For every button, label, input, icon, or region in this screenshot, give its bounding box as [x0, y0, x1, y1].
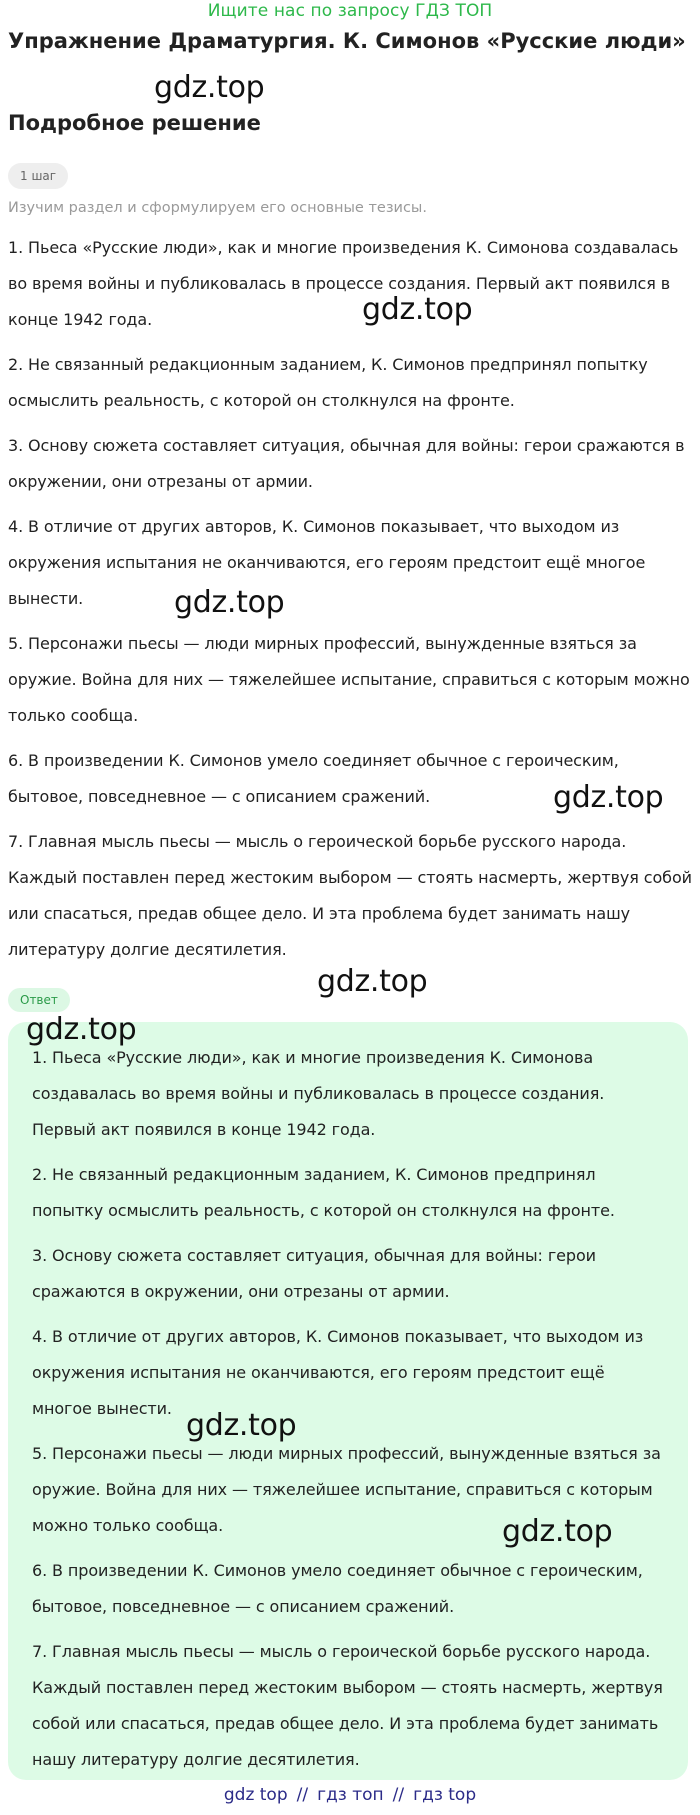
- section-title: Подробное решение: [8, 111, 261, 135]
- watermark: gdz.top: [362, 292, 473, 327]
- watermark: gdz.top: [502, 1514, 613, 1549]
- footer-link[interactable]: гдз топ: [317, 1785, 384, 1805]
- solution-paragraph: 3. Основу сюжета составляет ситуация, обычная для войны: герои сражаются в окружении, они отрезаны от армии.: [8, 436, 685, 491]
- step-badge: 1 шаг: [8, 163, 68, 189]
- solution-body: [8, 230, 692, 977]
- answer-paragraph: 4. В отличие от других авторов, К. Симонов показывает, что выходом из окружения испытания не оканчиваются, его героям предстоит ещё многое вынести.: [32, 1327, 644, 1418]
- watermark: gdz.top: [174, 585, 285, 620]
- footer-separator: //: [392, 1785, 405, 1805]
- solution-paragraph: 7. Главная мысль пьесы — мысль о героической борьбе русского народа. Каждый поставлен перед жестоким выбором — стоять насмерть, жертвуя собой или спасаться, предав общее дело. И эта проблема будет занимать нашу литературу долгие десятилетия.: [8, 832, 692, 959]
- watermark: gdz.top: [26, 1012, 137, 1047]
- answer-paragraph: 6. В произведении К. Симонов умело соединяет обычное с героическим, бытовое, повседневное — с описанием сражений.: [32, 1561, 643, 1616]
- solution-paragraph: 6. В произведении К. Симонов умело соединяет обычное с героическим, бытовое, повседневное — с описанием сражений.: [8, 751, 619, 806]
- page-title: Упражнение Драматургия. К. Симонов «Русские люди»: [8, 29, 686, 53]
- watermark: gdz.top: [154, 70, 265, 105]
- answer-paragraph: 7. Главная мысль пьесы — мысль о героической борьбе русского народа. Каждый поставлен перед жестоким выбором — стоять насмерть, жертвуя собой или спасаться, предав общее дело. И эта проблема будет занимать нашу литературу долгие десятилетия.: [32, 1642, 663, 1769]
- solution-paragraph: 4. В отличие от других авторов, К. Симонов показывает, что выходом из окружения испытания не оканчиваются, его героям предстоит ещё многое вынести.: [8, 517, 646, 608]
- answer-paragraph: 2. Не связанный редакционным заданием, К. Симонов предпринял попытку осмыслить реальность, с которой он столкнулся на фронте.: [32, 1165, 615, 1220]
- footer-separator: //: [296, 1785, 309, 1805]
- answer-badge: Ответ: [8, 988, 70, 1012]
- search-hint-banner: Ищите нас по запросу ГДЗ ТОП: [207, 1, 493, 21]
- solution-paragraph: 2. Не связанный редакционным заданием, К. Симонов предпринял попытку осмыслить реальность, с которой он столкнулся на фронте.: [8, 355, 648, 410]
- footer-links: [0, 1782, 700, 1808]
- solution-paragraph: 5. Персонажи пьесы — люди мирных профессий, вынужденные взяться за оружие. Война для них — тяжелейшее испытание, справиться с которым можно только сообща.: [8, 634, 690, 725]
- answer-box: [8, 1022, 688, 1780]
- solution-paragraph: 1. Пьеса «Русские люди», как и многие произведения К. Симонова создавалась во время войны и публиковалась в процессе создания. Первый акт появился в конце 1942 года.: [8, 238, 679, 329]
- footer-link[interactable]: gdz top: [223, 1785, 288, 1805]
- watermark: gdz.top: [553, 780, 664, 815]
- intro-text: Изучим раздел и сформулируем его основные тезисы.: [8, 200, 427, 216]
- watermark: gdz.top: [186, 1408, 297, 1443]
- footer-link[interactable]: гдз top: [413, 1785, 477, 1805]
- answer-paragraph: 1. Пьеса «Русские люди», как и многие произведения К. Симонова создавалась во время войны и публиковалась в процессе создания. Первый акт появился в конце 1942 года.: [32, 1048, 605, 1139]
- answer-paragraph: 5. Персонажи пьесы — люди мирных профессий, вынужденные взяться за оружие. Война для них — тяжелейшее испытание, справиться с которым можно только сообща.: [32, 1444, 661, 1535]
- watermark: gdz.top: [317, 964, 428, 999]
- answer-paragraph: 3. Основу сюжета составляет ситуация, обычная для войны: герои сражаются в окружении, они отрезаны от армии.: [32, 1246, 596, 1301]
